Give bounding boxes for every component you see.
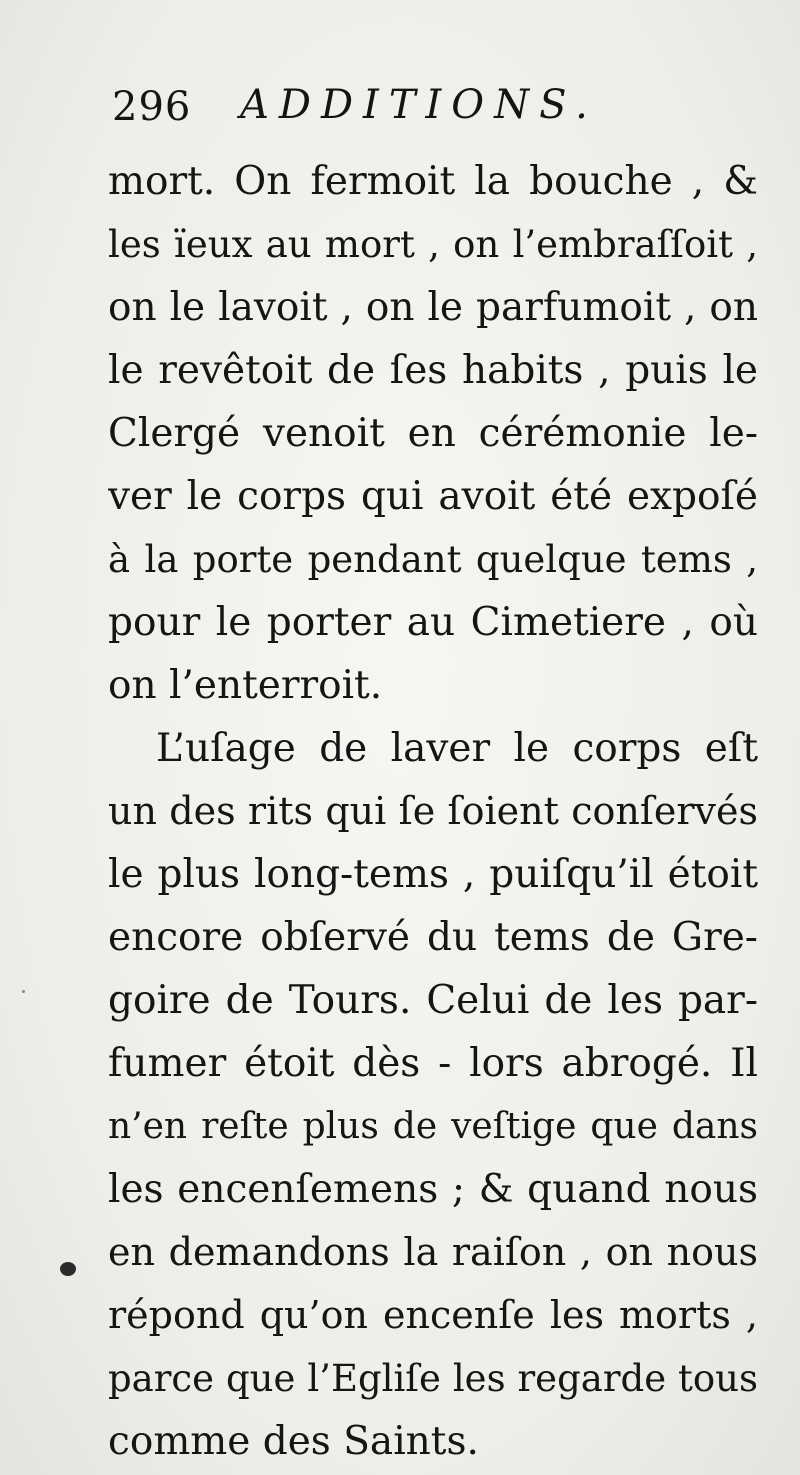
- text-line: répond qu’on encenſe les morts ,: [108, 1293, 758, 1337]
- text-line: le revêtoit de ſes habits , puis le: [108, 348, 758, 393]
- paper-speck: [22, 990, 25, 993]
- text-line: mort. On fermoit la bouche , &: [108, 159, 758, 204]
- ink-blot: [60, 1262, 76, 1276]
- page-header: [112, 78, 752, 138]
- text-line: encore obſervé du tems de Gre-: [108, 915, 758, 960]
- text-line: pour le porter au Cimetiere , où: [108, 600, 758, 645]
- paragraph-first-line: L’uſage de laver le corps eſt: [156, 726, 758, 771]
- text-line: fumer étoit dès - lors abrogé. Il: [108, 1041, 758, 1086]
- body-text: [108, 150, 758, 1473]
- text-line: parce que l’Egliſe les regarde tous: [108, 1357, 758, 1400]
- text-line: les ïeux au mort , on l’embraſſoit ,: [108, 223, 758, 266]
- text-line: Clergé venoit en cérémonie le-: [108, 411, 758, 456]
- page-number: 296: [112, 84, 192, 130]
- text-line: ver le corps qui avoit été expoſé: [108, 474, 758, 519]
- text-line: à la porte pendant quelque tems ,: [108, 538, 758, 581]
- text-line: goire de Tours. Celui de les par-: [108, 978, 758, 1023]
- text-line: n’en reſte plus de veſtige que dans: [108, 1106, 758, 1147]
- text-line: les encenſemens ; & quand nous: [108, 1167, 758, 1212]
- text-line: le plus long-tems , puiſqu’il étoit: [108, 852, 758, 897]
- running-head: ADDITIONS.: [240, 82, 598, 128]
- text-line: un des rits qui ſe ſoient conſervés: [108, 789, 758, 833]
- text-line: en demandons la raiſon , on nous: [108, 1230, 758, 1274]
- text-line: on le lavoit , on le parfumoit , on: [108, 285, 758, 330]
- text-line: on l’enterroit.: [108, 663, 383, 708]
- text-line: comme des Saints.: [108, 1419, 479, 1464]
